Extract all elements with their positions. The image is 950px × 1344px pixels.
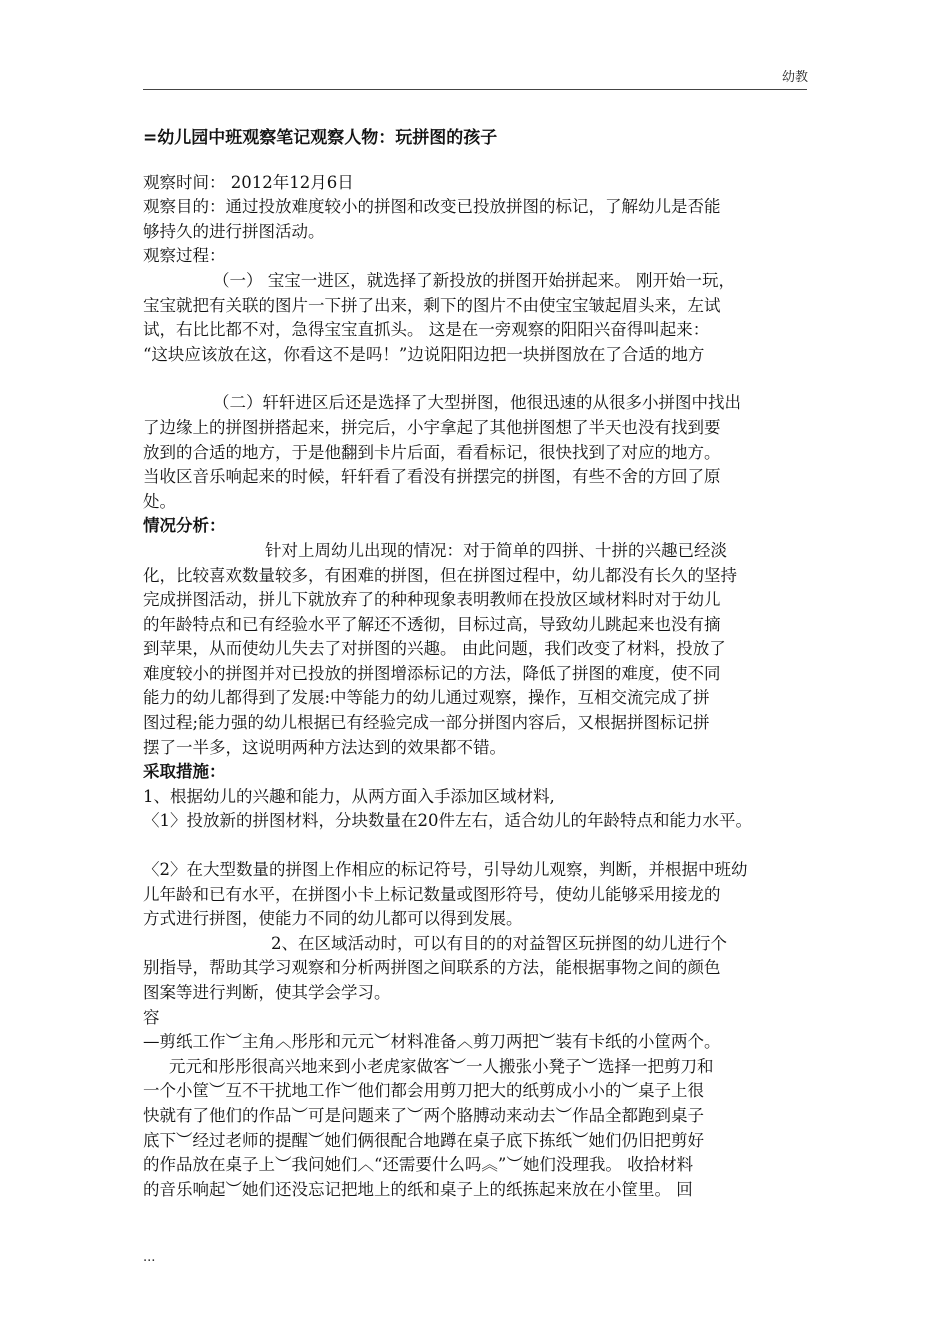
text-line: 图案等进行判断，使其学会学习。 [143,983,391,1002]
text-line: —剪纸工作︶主角︿彤彤和元元︶材料准备︿剪刀两把︶装有卡纸的小筐两个。 [143,1032,721,1052]
text-line: 1、根据幼儿的兴趣和能力，从两方面入手添加区域材料, [143,786,555,806]
document-title: =幼儿园中班观察笔记观察人物：玩拼图的孩子 [143,128,498,148]
text-line: 处。 [143,491,176,511]
text-line: 〈2〉在大型数量的拼图上作相应的标记符号，引导幼儿观察，判断，并根据中班幼 [143,860,748,880]
observation-time: 观察时间： 2012年12月6日 [143,172,354,192]
text-line: “这块应该放在这，你看这不是吗！”边说阳阳边把一块拼图放在了合适的地方 [143,344,705,364]
text-line: （二）轩轩进区后还是选择了大型拼图，他很迅速的从很多小拼图中找出 [213,393,741,413]
document-body [143,126,811,1202]
text-line: 容 [143,1007,160,1027]
text-line: 化，比较喜欢数量较多，有困难的拼图，但在拼图过程中，幼儿都没有长久的坚持 [143,565,737,585]
text-line: 能力的幼儿都得到了发展:中等能力的幼儿通过观察，操作，互相交流完成了拼 [143,688,710,708]
text-line: 当收区音乐响起来的时候，轩轩看了看没有拼摆完的拼图，有些不舍的方回了原 [143,467,721,487]
text-line: 别指导，帮助其学习观察和分析两拼图之间联系的方法，能根据事物之间的颜色 [143,958,721,978]
text-line: 针对上周幼儿出现的情况：对于简单的四拼、十拼的兴趣已经淡 [265,540,727,560]
process-heading: 观察过程： [143,246,226,266]
text-line: 放到的合适的地方，于是他翻到卡片后面，看看标记，很快找到了对应的地方。 [143,442,721,462]
text-line: 难度较小的拼图并对已投放的拼图增添标记的方法，降低了拼图的难度，使不同 [143,663,721,683]
text-line: 的作品放在桌子上︶我问她们︿“还需要什么吗︽”︶她们没理我。 收拾材料 [143,1155,694,1175]
text-line: 〈1〉投放新的拼图材料，分块数量在20件左右，适合幼儿的年龄特点和能力水平。 [143,811,752,831]
text-line: 图过程;能力强的幼儿根据已有经验完成一部分拼图内容后，又根据拼图标记拼 [143,713,710,733]
blank-line [143,367,811,391]
text-line: 的年龄特点和已有经验水平了解还不透彻，目标过高，导致幼儿跳起来也没有摘 [143,614,721,634]
text-line: 2、在区域活动时，可以有目的的对益智区玩拼图的幼儿进行个 [271,933,727,953]
text-line: 方式进行拼图，使能力不同的幼儿都可以得到发展。 [143,909,523,929]
text-line: 的音乐响起︶她们还没忘记把地上的纸和桌子上的纸拣起来放在小筐里。 回 [143,1179,693,1199]
text-line: 到苹果，从而使幼儿失去了对拼图的兴趣。 由此问题，我们改变了材料，投放了 [143,639,726,659]
text-line: 一个小筐︶互不干扰地工作︶他们都会用剪刀把大的纸剪成小小的︶桌子上很 [143,1081,704,1101]
text-line: 底下︶经过老师的提醒︶她们俩很配合地蹲在桌子底下拣纸︶她们仍旧把剪好 [143,1130,704,1150]
header-label: 幼教 [781,70,808,85]
text-line: 儿年龄和已有水平，在拼图小卡上标记数量或图形符号，使幼儿能够采用接龙的 [143,884,721,904]
text-line: 宝宝就把有关联的图片一下拼了出来，剩下的图片不由使宝宝皱起眉头来，左试 [143,295,721,315]
text-line: 够持久的进行拼图活动。 [143,221,325,241]
text-line: 试，右比比都不对，急得宝宝直抓头。 这是在一旁观察的阳阳兴奋得叫起来： [143,320,710,340]
analysis-heading: 情况分析： [143,516,226,536]
text-line: 完成拼图活动，拼儿下就放弃了的种种现象表明教师在投放区域材料时对于幼儿 [143,590,721,610]
header-divider [143,89,807,90]
observation-purpose: 观察目的：通过投放难度较小的拼图和改变已投放拼图的标记，了解幼儿是否能 [143,197,721,217]
blank-line [143,834,811,858]
footer-ellipsis: ... [143,1250,156,1265]
text-line: （一） 宝宝一进区，就选择了新投放的拼图开始拼起来。 刚开始一玩， [213,270,735,290]
text-line: 了边缘上的拼图拼搭起来，拼完后，小宇拿起了其他拼图想了半天也没有找到要 [143,417,721,437]
text-line: 快就有了他们的作品︶可是问题来了︶两个胳膊动来动去︶作品全都跑到桌子 [143,1105,704,1125]
text-line: 摆了一半多，这说明两种方法达到的效果都不错。 [143,737,506,757]
measures-heading: 采取措施： [143,762,226,782]
text-line: 元元和彤彤很高兴地来到小老虎家做客︶一人搬张小凳子︶选择一把剪刀和 [169,1056,714,1076]
